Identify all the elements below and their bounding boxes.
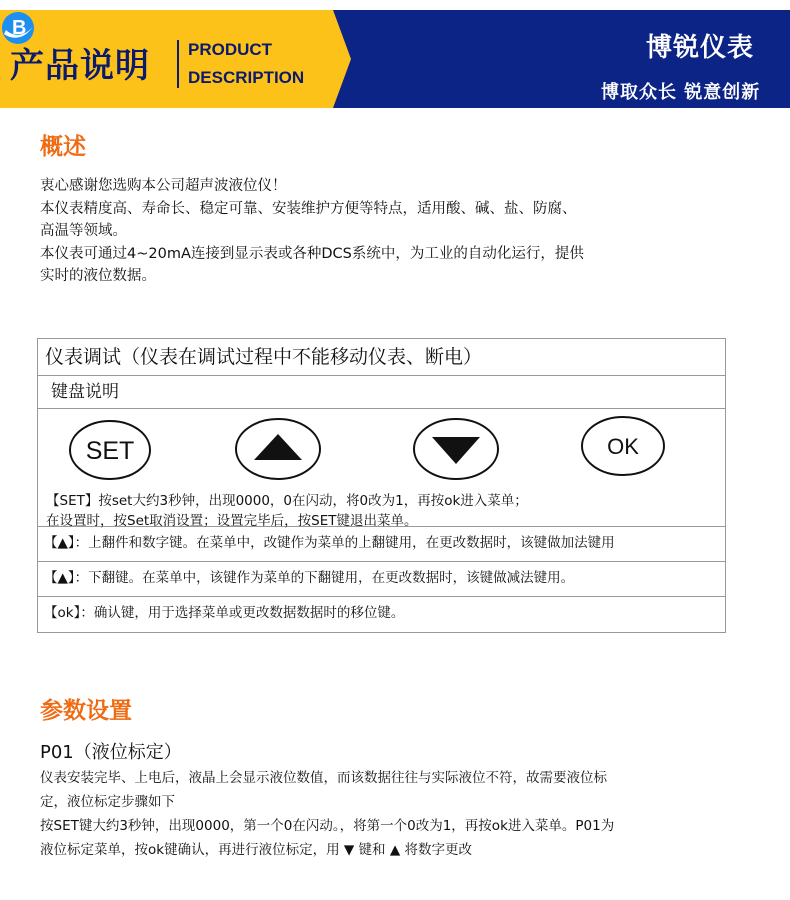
banner-title-en	[188, 36, 304, 92]
up-key-icon	[234, 417, 322, 481]
overview-line: 衷心感谢您选购本公司超声波液位仪！	[40, 178, 287, 194]
overview-line: 本仪表可通过4~20mA连接到显示表或各种DCS系统中，为工业的自动化运行，提供	[40, 245, 584, 262]
banner-title-en-line2: DESCRIPTION	[188, 68, 305, 87]
debug-table	[37, 338, 726, 633]
brand-name: 博锐仪表	[646, 33, 755, 63]
brand-slogan: 博取众长 锐意创新	[601, 82, 761, 103]
p01-line: 液位标定菜单，按ok键确认，再进行液位标定，用 ▼ 键和 ▲ 将数字更改	[40, 842, 473, 858]
p01-line: 定，液位标定步骤如下	[40, 794, 175, 810]
overview-line: 实时的液位数据。	[40, 268, 156, 284]
p01-title: P01（液位标定）	[40, 742, 182, 763]
banner-title-en-line1: PRODUCT	[188, 40, 273, 59]
set-key-desc-2: 在设置时，按Set取消设置；设置完毕后，按SET键退出菜单。	[46, 513, 418, 529]
ok-key-icon	[580, 415, 666, 477]
p01-text	[40, 766, 614, 862]
ok-key-label: OK	[607, 434, 639, 459]
svg-text:B: B	[12, 17, 27, 39]
overview-title: 概述	[40, 134, 86, 160]
set-key-label: SET	[85, 437, 135, 465]
header-banner	[0, 10, 790, 108]
ok-key-desc: 【ok】：确认键，用于选择菜单或更改数据数据时的移位键。	[44, 605, 405, 621]
set-key-icon	[68, 419, 152, 481]
p01-line: 仪表安装完毕、上电后，液晶上会显示液位数值，而该数据往往与实际液位不符，故需要液位标	[40, 770, 607, 786]
down-key-icon	[412, 417, 500, 481]
overview-text	[40, 175, 584, 288]
down-key-desc: 【▲】：下翻键。在菜单中，该键作为菜单的下翻键用，在更改数据时，该键做减法键用。	[38, 562, 725, 597]
up-key-desc: 【▲】：上翻件和数字键。在菜单中，改键作为菜单的上翻键用，在更改数据时，该键做加法键用	[38, 527, 725, 562]
keypad-subheading: 键盘说明	[38, 376, 725, 409]
overview-line: 本仪表精度高、寿命长、稳定可靠、安装维护方便等特点，适用酸、碱、盐、防腐、	[40, 200, 577, 217]
brand-logo-icon	[0, 10, 36, 46]
banner-title-cn: 产品说明	[10, 46, 150, 86]
debug-table-heading: 仪表调试（仪表在调试过程中不能移动仪表、断电）	[38, 339, 725, 376]
p01-line: 按SET键大约3秒钟，出现0000，第一个0在闪动。，将第一个0改为1，再按ok进入菜单。P01为	[40, 818, 615, 834]
params-title: 参数设置	[40, 698, 132, 724]
set-key-desc-1: 【SET】按set大约3秒钟，出现0000，0在闪动，将0改为1，再按ok进入菜单；	[46, 493, 528, 509]
banner-divider	[177, 40, 179, 88]
keypad-row	[38, 409, 725, 527]
overview-line: 高温等领域。	[40, 223, 127, 239]
